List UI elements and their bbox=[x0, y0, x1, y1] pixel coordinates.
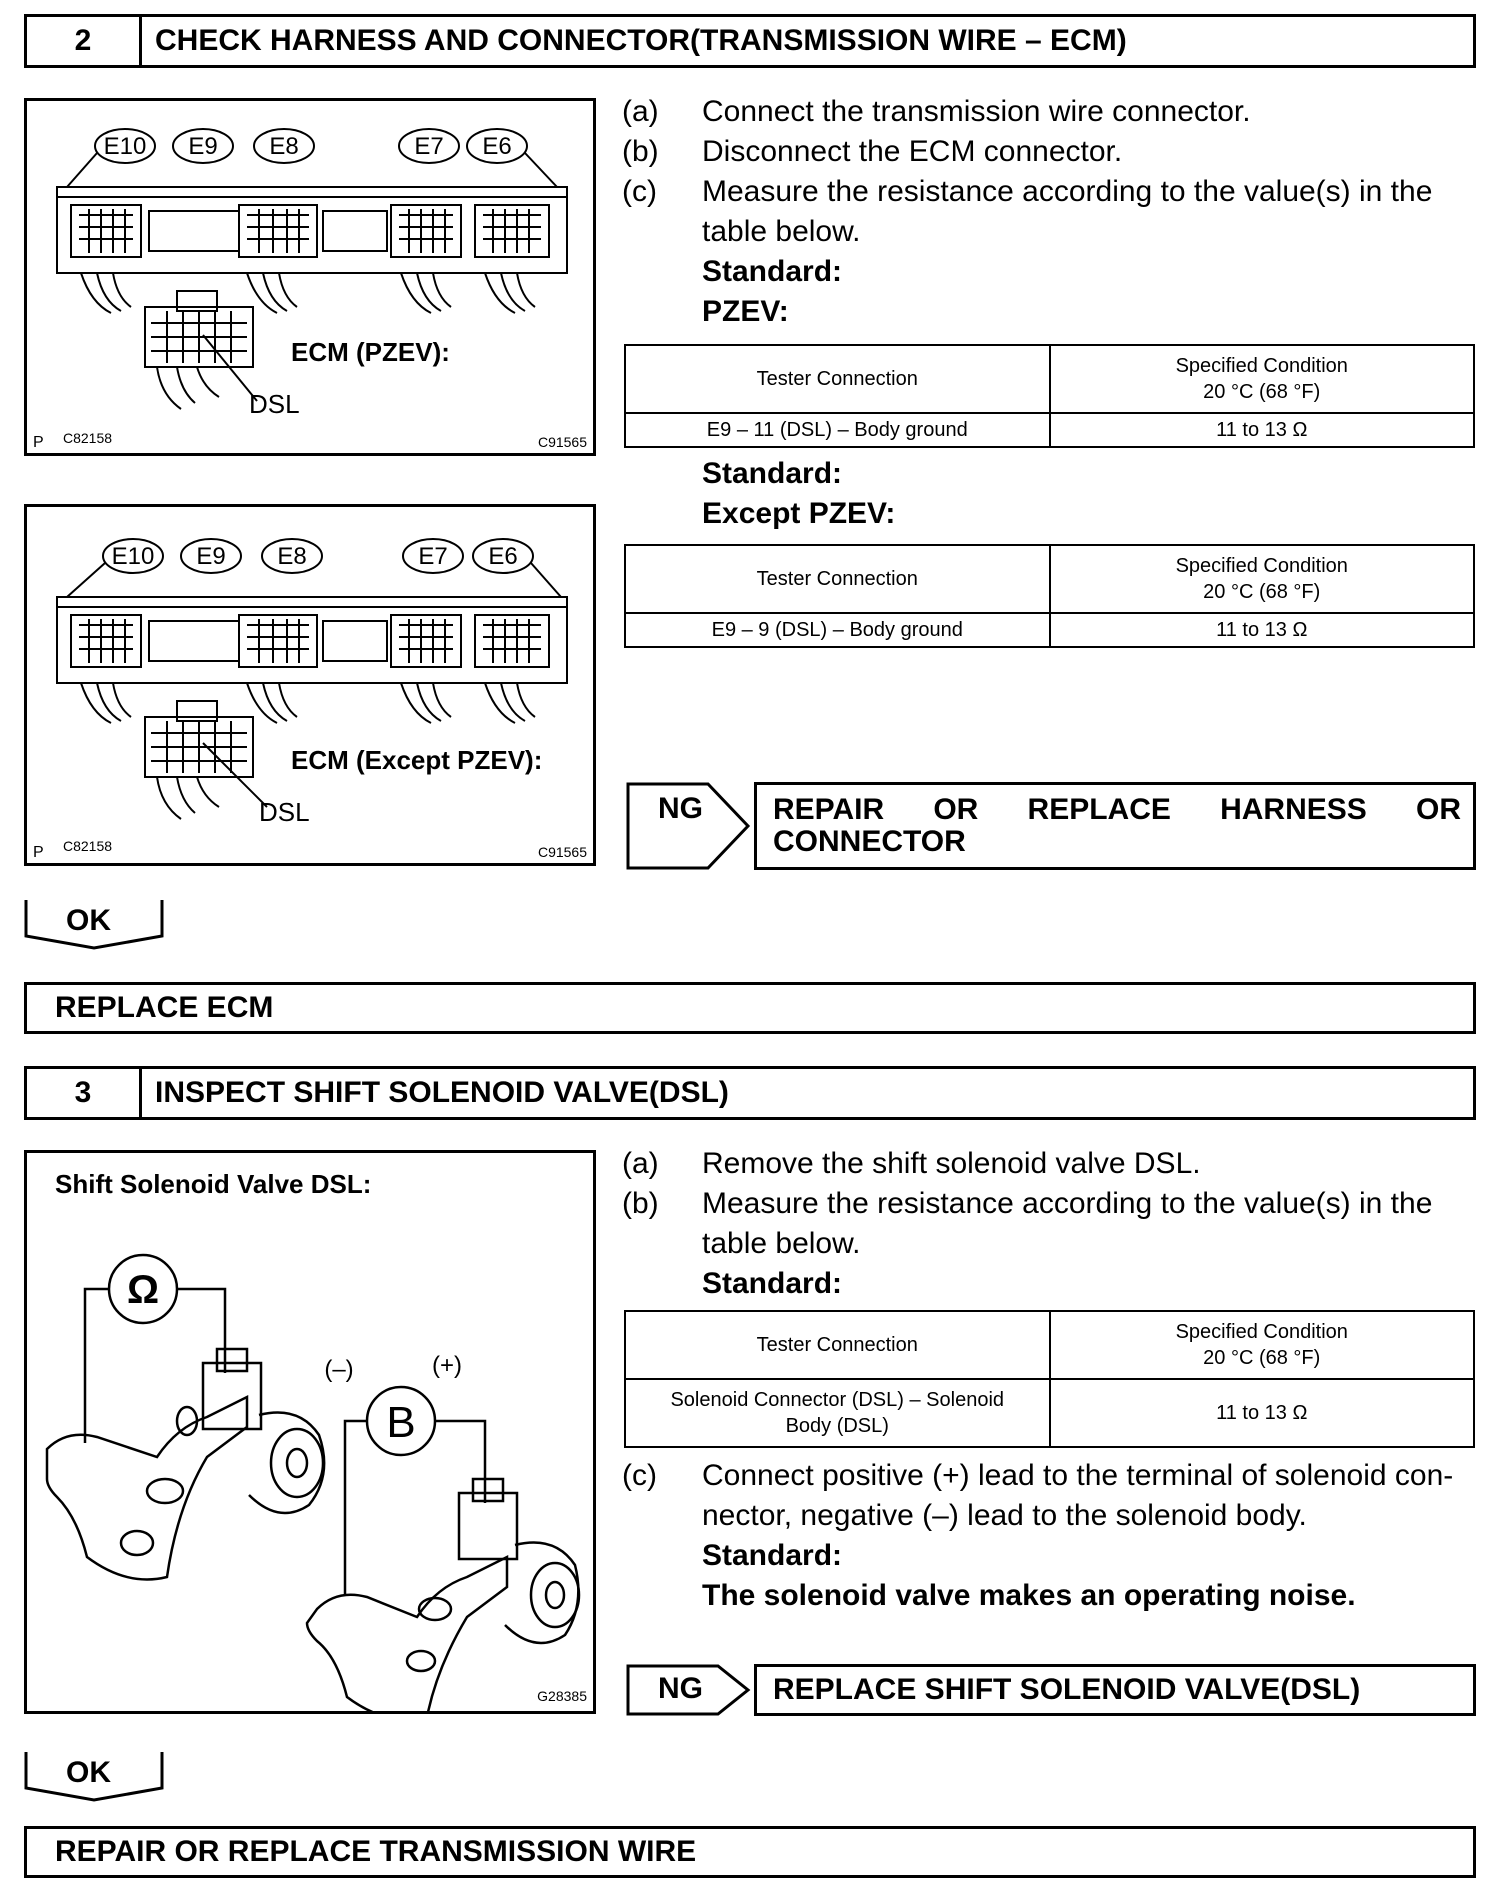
header-specified-condition bbox=[1050, 545, 1475, 613]
ok-label: OK bbox=[66, 1756, 111, 1789]
header-tester-connection: Tester Connection bbox=[625, 545, 1050, 613]
ng-word: REPAIR bbox=[773, 793, 885, 826]
header-line2: 20 °C (68 °F) bbox=[1203, 381, 1321, 403]
header-line1: Specified Condition bbox=[1175, 555, 1348, 577]
standard-label: Standard: bbox=[702, 1539, 843, 1572]
connector-label-e10: E10 bbox=[103, 133, 147, 160]
figure-title: Shift Solenoid Valve DSL: bbox=[55, 1169, 372, 1199]
ng-word: REPLACE bbox=[1027, 793, 1171, 826]
figure-caption: ECM (PZEV): bbox=[291, 337, 450, 367]
step3-instructions bbox=[622, 1144, 1482, 1314]
step-text-continued: nector, negative (–) lead to the solenoid body. bbox=[702, 1499, 1307, 1532]
figure-prefix: P bbox=[33, 434, 44, 451]
ng-word: OR bbox=[1416, 793, 1461, 826]
connector-label-e7: E7 bbox=[414, 133, 444, 160]
dsl-pointer-label: DSL bbox=[249, 389, 300, 419]
standard-label: Standard: bbox=[702, 255, 843, 288]
header-line1: Specified Condition bbox=[1175, 1321, 1348, 1343]
row-connection-line2: Body (DSL) bbox=[785, 1415, 889, 1437]
connector-label-e8: E8 bbox=[277, 543, 307, 570]
solenoid-spec-table bbox=[624, 1310, 1475, 1448]
step3-header bbox=[24, 1066, 1476, 1120]
step-label: (c) bbox=[622, 175, 657, 208]
header-tester-connection: Tester Connection bbox=[625, 345, 1050, 413]
row-condition: 11 to 13 Ω bbox=[1050, 613, 1475, 647]
step-label: (b) bbox=[622, 135, 659, 168]
ng-action-line1 bbox=[773, 793, 1461, 827]
neg-terminal-label: (–) bbox=[324, 1356, 354, 1383]
step3-title: INSPECT SHIFT SOLENOID VALVE(DSL) bbox=[155, 1076, 729, 1109]
ecm-connector-diagram bbox=[27, 507, 593, 863]
dsl-pointer-label: DSL bbox=[259, 797, 310, 827]
step-text: Connect positive (+) lead to the terminal of solenoid con- bbox=[702, 1459, 1454, 1492]
pzev-label: PZEV: bbox=[702, 295, 789, 328]
connector-label-e9: E9 bbox=[188, 133, 218, 160]
pzev-spec-table bbox=[624, 344, 1475, 448]
battery-symbol-icon: B bbox=[386, 1398, 416, 1447]
except-pzev-label: Except PZEV: bbox=[702, 497, 896, 530]
header-specified-condition bbox=[1050, 1311, 1475, 1379]
connector-label-e8: E8 bbox=[269, 133, 299, 160]
ng-word: HARNESS bbox=[1220, 793, 1367, 826]
figure-code: G28385 bbox=[537, 1688, 587, 1704]
ng-action-box: REPLACE SHIFT SOLENOID VALVE(DSL) bbox=[754, 1664, 1476, 1716]
figure-caption: ECM (Except PZEV): bbox=[291, 745, 543, 775]
connector-label-e6: E6 bbox=[482, 133, 512, 160]
step2-number: 2 bbox=[27, 17, 142, 65]
ohm-symbol-icon: Ω bbox=[126, 1268, 160, 1312]
ng-action-box bbox=[754, 782, 1476, 870]
step-label: (a) bbox=[622, 1147, 659, 1180]
step-label: (c) bbox=[622, 1459, 657, 1492]
noise-text: The solenoid valve makes an operating noise. bbox=[702, 1579, 1356, 1612]
step3-result: REPAIR OR REPLACE TRANSMISSION WIRE bbox=[24, 1826, 1476, 1878]
ng-word: OR bbox=[933, 793, 979, 826]
solenoid-figure bbox=[24, 1150, 596, 1714]
row-connection bbox=[625, 1379, 1050, 1447]
ecm-except-pzev-figure bbox=[24, 504, 596, 866]
step-text-continued: table below. bbox=[702, 1227, 861, 1260]
row-connection: E9 – 9 (DSL) – Body ground bbox=[625, 613, 1050, 647]
ok-label: OK bbox=[66, 904, 111, 937]
header-specified-condition bbox=[1050, 345, 1475, 413]
ng-action-line2: CONNECTOR bbox=[773, 825, 966, 858]
ng-label: NG bbox=[658, 792, 703, 825]
solenoid-diagram bbox=[27, 1153, 593, 1711]
standard-label: Standard: bbox=[702, 457, 843, 490]
step-text: Measure the resistance according to the value(s) in the bbox=[702, 175, 1433, 208]
except-pzev-spec-table bbox=[624, 544, 1475, 648]
step-label: (b) bbox=[622, 1187, 659, 1220]
step-text-continued: table below. bbox=[702, 215, 861, 248]
step-label: (a) bbox=[622, 95, 659, 128]
step2-result: REPLACE ECM bbox=[24, 982, 1476, 1034]
step2-instructions bbox=[622, 92, 1482, 342]
row-condition: 11 to 13 Ω bbox=[1050, 413, 1475, 447]
row-condition: 11 to 13 Ω bbox=[1050, 1379, 1475, 1447]
row-connection-line1: Solenoid Connector (DSL) – Solenoid bbox=[670, 1389, 1005, 1411]
row-connection: E9 – 11 (DSL) – Body ground bbox=[625, 413, 1050, 447]
ng-label: NG bbox=[658, 1672, 703, 1705]
connector-label-e6: E6 bbox=[488, 543, 518, 570]
header-line1: Specified Condition bbox=[1175, 355, 1348, 377]
step-text: Remove the shift solenoid valve DSL. bbox=[702, 1147, 1201, 1180]
header-line2: 20 °C (68 °F) bbox=[1203, 1347, 1321, 1369]
connector-label-e7: E7 bbox=[418, 543, 448, 570]
ecm-pzev-figure bbox=[24, 98, 596, 456]
step2-title: CHECK HARNESS AND CONNECTOR(TRANSMISSION WIRE – ECM) bbox=[155, 24, 1127, 57]
header-tester-connection: Tester Connection bbox=[625, 1311, 1050, 1379]
figure-code-right: C91565 bbox=[537, 434, 587, 450]
header-line2: 20 °C (68 °F) bbox=[1203, 581, 1321, 603]
step3-step-c bbox=[622, 1456, 1482, 1616]
step-text: Measure the resistance according to the value(s) in the bbox=[702, 1187, 1433, 1220]
step-text: Disconnect the ECM connector. bbox=[702, 135, 1123, 168]
figure-code-left: C82158 bbox=[63, 430, 113, 446]
ecm-connector-diagram bbox=[27, 101, 593, 453]
connector-label-e10: E10 bbox=[111, 543, 155, 570]
standard-label: Standard: bbox=[702, 1267, 843, 1300]
figure-code-left: C82158 bbox=[63, 838, 113, 854]
connector-label-e9: E9 bbox=[196, 543, 226, 570]
step-text: Connect the transmission wire connector. bbox=[702, 95, 1251, 128]
figure-code-right: C91565 bbox=[537, 844, 587, 860]
step2-header bbox=[24, 14, 1476, 68]
step3-number: 3 bbox=[27, 1069, 142, 1117]
pos-terminal-label: (+) bbox=[432, 1352, 462, 1379]
figure-prefix: P bbox=[33, 844, 44, 861]
